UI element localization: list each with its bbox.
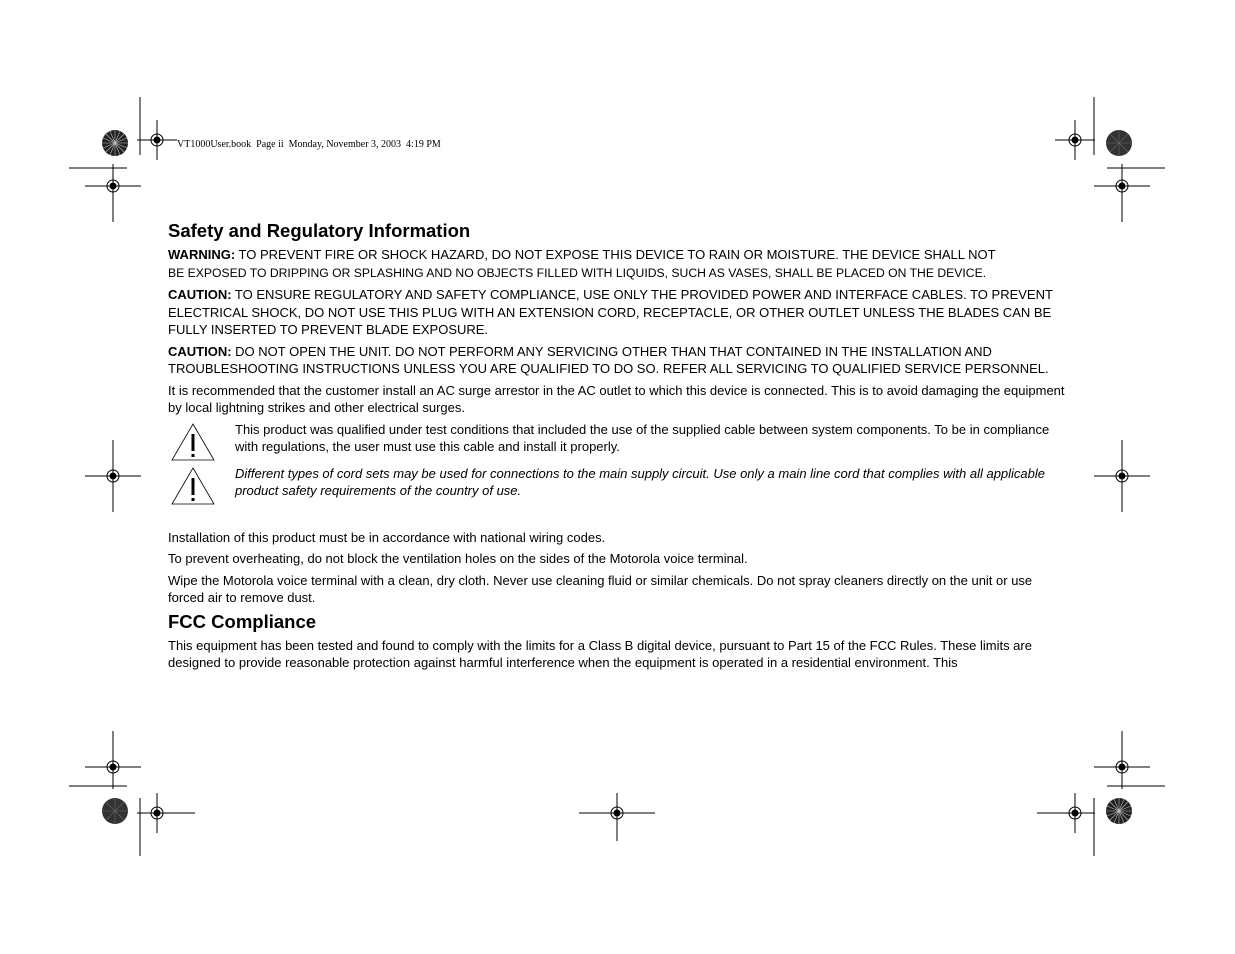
caution-label: CAUTION: — [168, 343, 232, 359]
note-cord-text: Different types of cord sets may be used for connections to the main supply circuit. Use only a main line cord that complies with all applicable product safety requirements of the country of use. — [235, 465, 1046, 498]
fcc-paragraph: This equipment has been tested and found to comply with the limits for a Class B digital device, pursuant to Part 15 of the FCC Rules. These limits are designed to provide reasonable protection against harmful interference when the equipment is operated in a residential environment. This — [168, 637, 1032, 670]
overheating-paragraph: To prevent overheating, do not block the ventilation holes on the sides of the Motorola voice terminal. — [168, 551, 748, 566]
warning-triangle-icon — [171, 423, 215, 461]
caution-paragraph-2 — [168, 343, 1068, 378]
note-cable-text: This product was qualified under test conditions that included the use of the supplied cable between system components. To be in compliance with regulations, the user must use this cable and install it properly. — [235, 421, 1050, 454]
fcc-heading: FCC Compliance — [168, 610, 317, 632]
surge-paragraph: It is recommended that the customer install an AC surge arrestor in the AC outlet to which this device is connected. This is to avoid damaging the equipment by local lightning strikes and other electrical surges. — [168, 382, 1065, 415]
main-content — [168, 219, 1068, 672]
caution-paragraph-1 — [168, 286, 1068, 339]
safety-heading: Safety and Regulatory Information — [168, 220, 471, 241]
print-slug: VT1000User.book Page ii Monday, November 3, 2003 4:19 PM — [177, 139, 441, 150]
warning-note-cord — [168, 465, 1068, 511]
warning-text-2: BE EXPOSED TO DRIPPING OR SPLASHING AND NO OBJECTS FILLED WITH LIQUIDS, SUCH AS VASES, SHALL BE PLACED ON THE DEVICE. — [168, 265, 987, 280]
warning-label: WARNING: — [168, 247, 236, 262]
caution-text: TO ENSURE REGULATORY AND SAFETY COMPLIANCE, USE ONLY THE PROVIDED POWER AND INTERFACE CABLES. TO PREVENT ELECTRICAL SHOCK, DO NOT USE THIS PLUG WITH AN EXTENSION CORD, RECEPTACLE, OR OTHER OUTLET UNLESS THE BLADES CAN BE FULLY INSERTED TO PREVENT BLADE EXPOSURE. — [168, 287, 1053, 337]
warning-triangle-icon — [171, 467, 215, 505]
caution-text: DO NOT OPEN THE UNIT. DO NOT PERFORM ANY SERVICING OTHER THAN THAT CONTAINED IN THE INSTALLATION AND TROUBLESHOOTING INSTRUCTIONS UNLESS YOU ARE QUALIFIED TO DO SO. REFER ALL SERVICING TO QUALIFIED SERVICE PERSONNEL. — [168, 343, 1049, 376]
warning-note-cable — [168, 421, 1068, 465]
warning-paragraph — [168, 246, 1068, 282]
warning-text-1: TO PREVENT FIRE OR SHOCK HAZARD, DO NOT EXPOSE THIS DEVICE TO RAIN OR MOISTURE. THE DEVICE SHALL NOT — [235, 247, 996, 262]
cleaning-paragraph: Wipe the Motorola voice terminal with a clean, dry cloth. Never use cleaning fluid or similar chemicals. Do not spray cleaners directly on the unit or use forced air to remove dust. — [168, 572, 1033, 605]
wiring-paragraph: Installation of this product must be in accordance with national wiring codes. — [168, 529, 606, 545]
caution-label: CAUTION: — [168, 287, 232, 302]
